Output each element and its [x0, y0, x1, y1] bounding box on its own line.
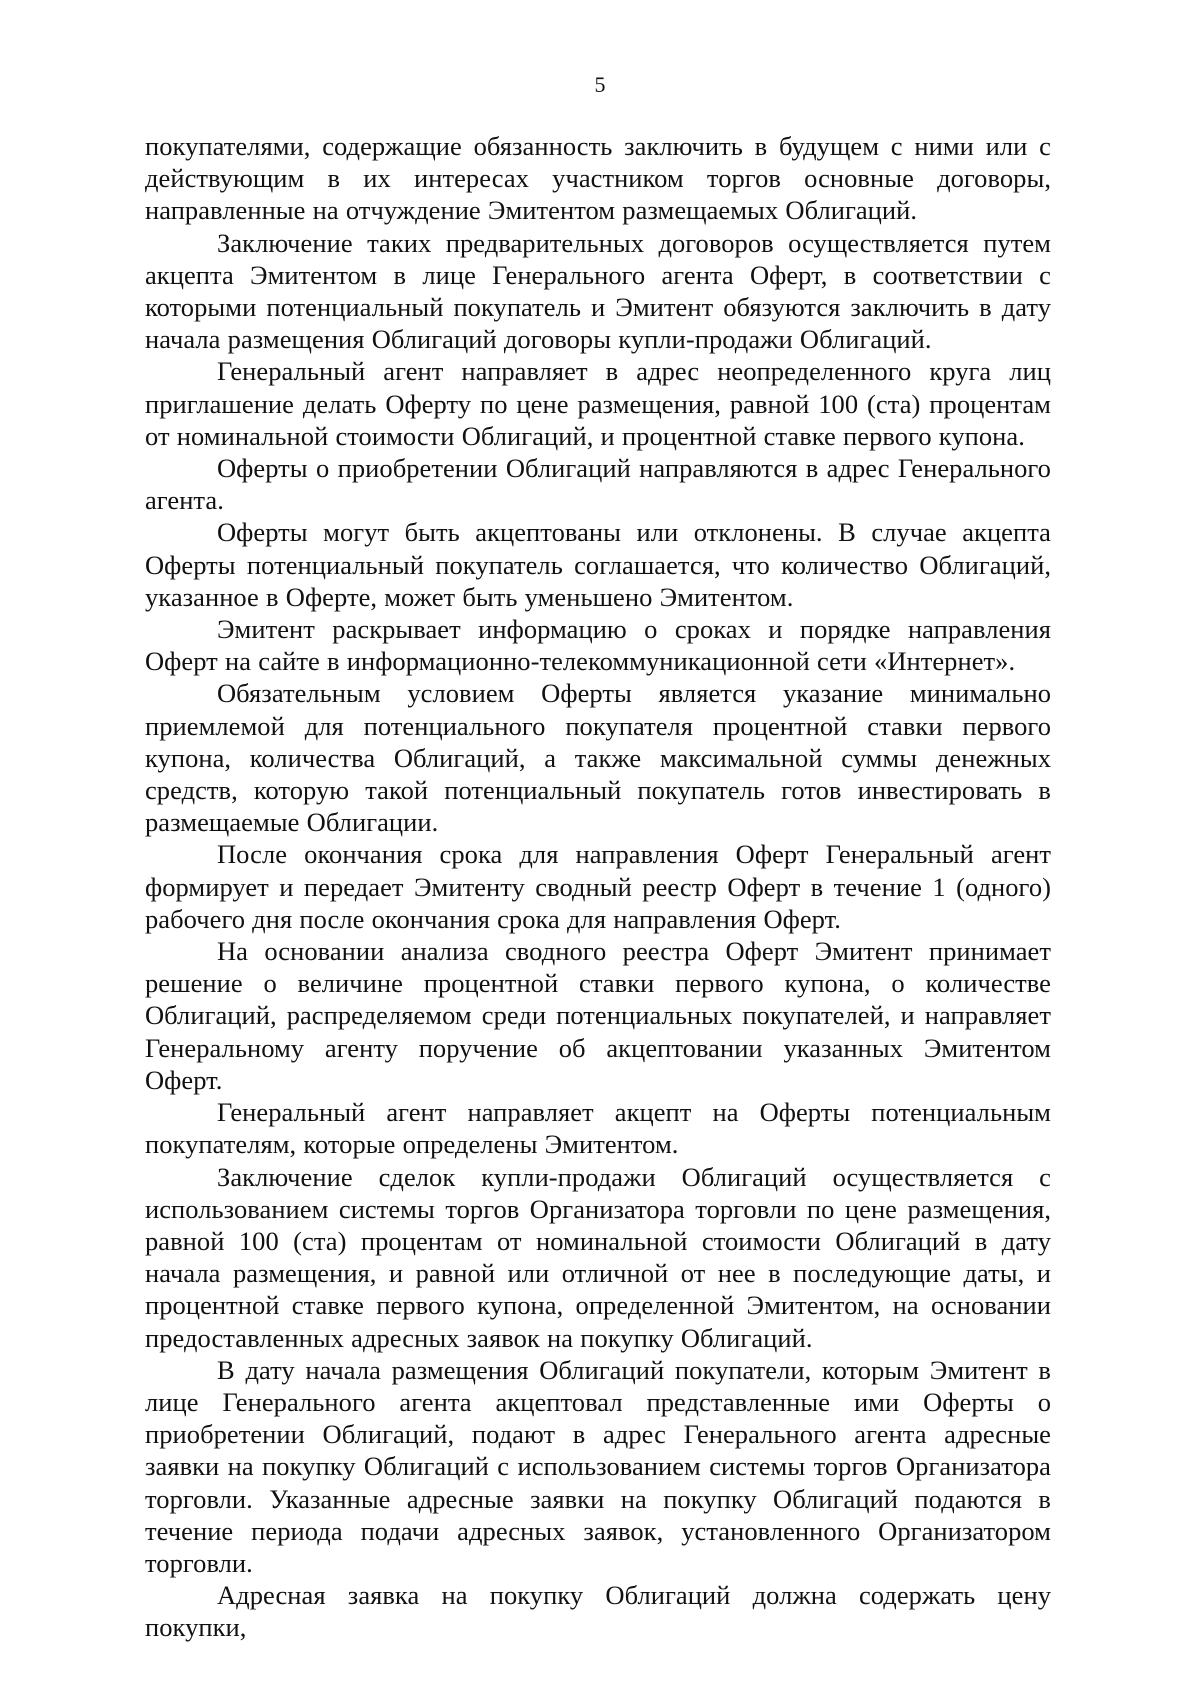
paragraph-9: На основании анализа сводного реестра Оферт Эмитент принимает решение о величине процентной ставки первого купона, о количестве Облигаций, распределяемом среди потенциальных покупателей, и направляет Генеральному агенту поручение об акцептовании указанных Эмитентом Оферт. — [145, 936, 1051, 1095]
paragraph-7: Обязательным условием Оферты является указание минимально приемлемой для потенциального покупателя процентной ставки первого купона, количества Облигаций, а также максимальной суммы денежных средств, которую такой потенциальный покупатель готов инвестировать в размещаемые Облигации. — [145, 678, 1051, 838]
paragraph-4: Оферты о приобретении Облигаций направляются в адрес Генерального агента. — [145, 453, 1051, 516]
paragraph-6: Эмитент раскрывает информацию о сроках и порядке направления Оферт на сайте в информационно-телекоммуникационной сети «Интернет». — [145, 614, 1051, 677]
paragraph-8: После окончания срока для направления Оферт Генеральный агент формирует и передает Эмитенту сводный реестр Оферт в течение 1 (одного) рабочего дня после окончания срока для направления Оферт. — [145, 839, 1051, 934]
paragraph-1: покупателями, содержащие обязанность заключить в будущем с ними или с действующим в их интересах участником торгов основные договоры, направленные на отчуждение Эмитентом размещаемых Облигаций. — [145, 131, 1051, 226]
paragraph-3: Генеральный агент направляет в адрес неопределенного круга лиц приглашение делать Оферту по цене размещения, равной 100 (ста) процентам от номинальной стоимости Облигаций, и процентной ставке первого купона. — [145, 356, 1051, 451]
paragraph-12: В дату начала размещения Облигаций покупатели, которым Эмитент в лице Генерального агента акцептовал представленные ими Оферты о приобретении Облигаций, подают в адрес Генерального агента адресные заявки на покупку Облигаций с использованием системы торгов Организатора торговли. Указанные адресные заявки на покупку Облигаций подаются в течение периода подачи адресных заявок, установленного Организатором торговли. — [145, 1354, 1051, 1578]
document-body — [145, 130, 1051, 1644]
paragraph-10: Генеральный агент направляет акцепт на Оферты потенциальным покупателям, которые определены Эмитентом. — [145, 1097, 1051, 1160]
page-number: 5 — [594, 72, 606, 97]
paragraph-2: Заключение таких предварительных договоров осуществляется путем акцепта Эмитентом в лице Генерального агента Оферт, в соответствии с которыми потенциальный покупатель и Эмитент обязуются заключить в дату начала размещения Облигаций договоры купли-продажи Облигаций. — [145, 227, 1051, 355]
paragraph-5: Оферты могут быть акцептованы или отклонены. В случае акцепта Оферты потенциальный покупатель соглашается, что количество Облигаций, указанное в Оферте, может быть уменьшено Эмитентом. — [145, 517, 1051, 612]
paragraph-13: Адресная заявка на покупку Облигаций должна содержать цену покупки, — [145, 1580, 1051, 1643]
paragraph-11: Заключение сделок купли-продажи Облигаций осуществляется с использованием системы торгов Организатора торговли по цене размещения, равной 100 (ста) процентам от номинальной стоимости Облигаций в дату начала размещения, и равной или отличной от нее в последующие даты, и процентной ставке первого купона, определенной Эмитентом, на основании предоставленных адресных заявок на покупку Облигаций. — [145, 1161, 1051, 1353]
